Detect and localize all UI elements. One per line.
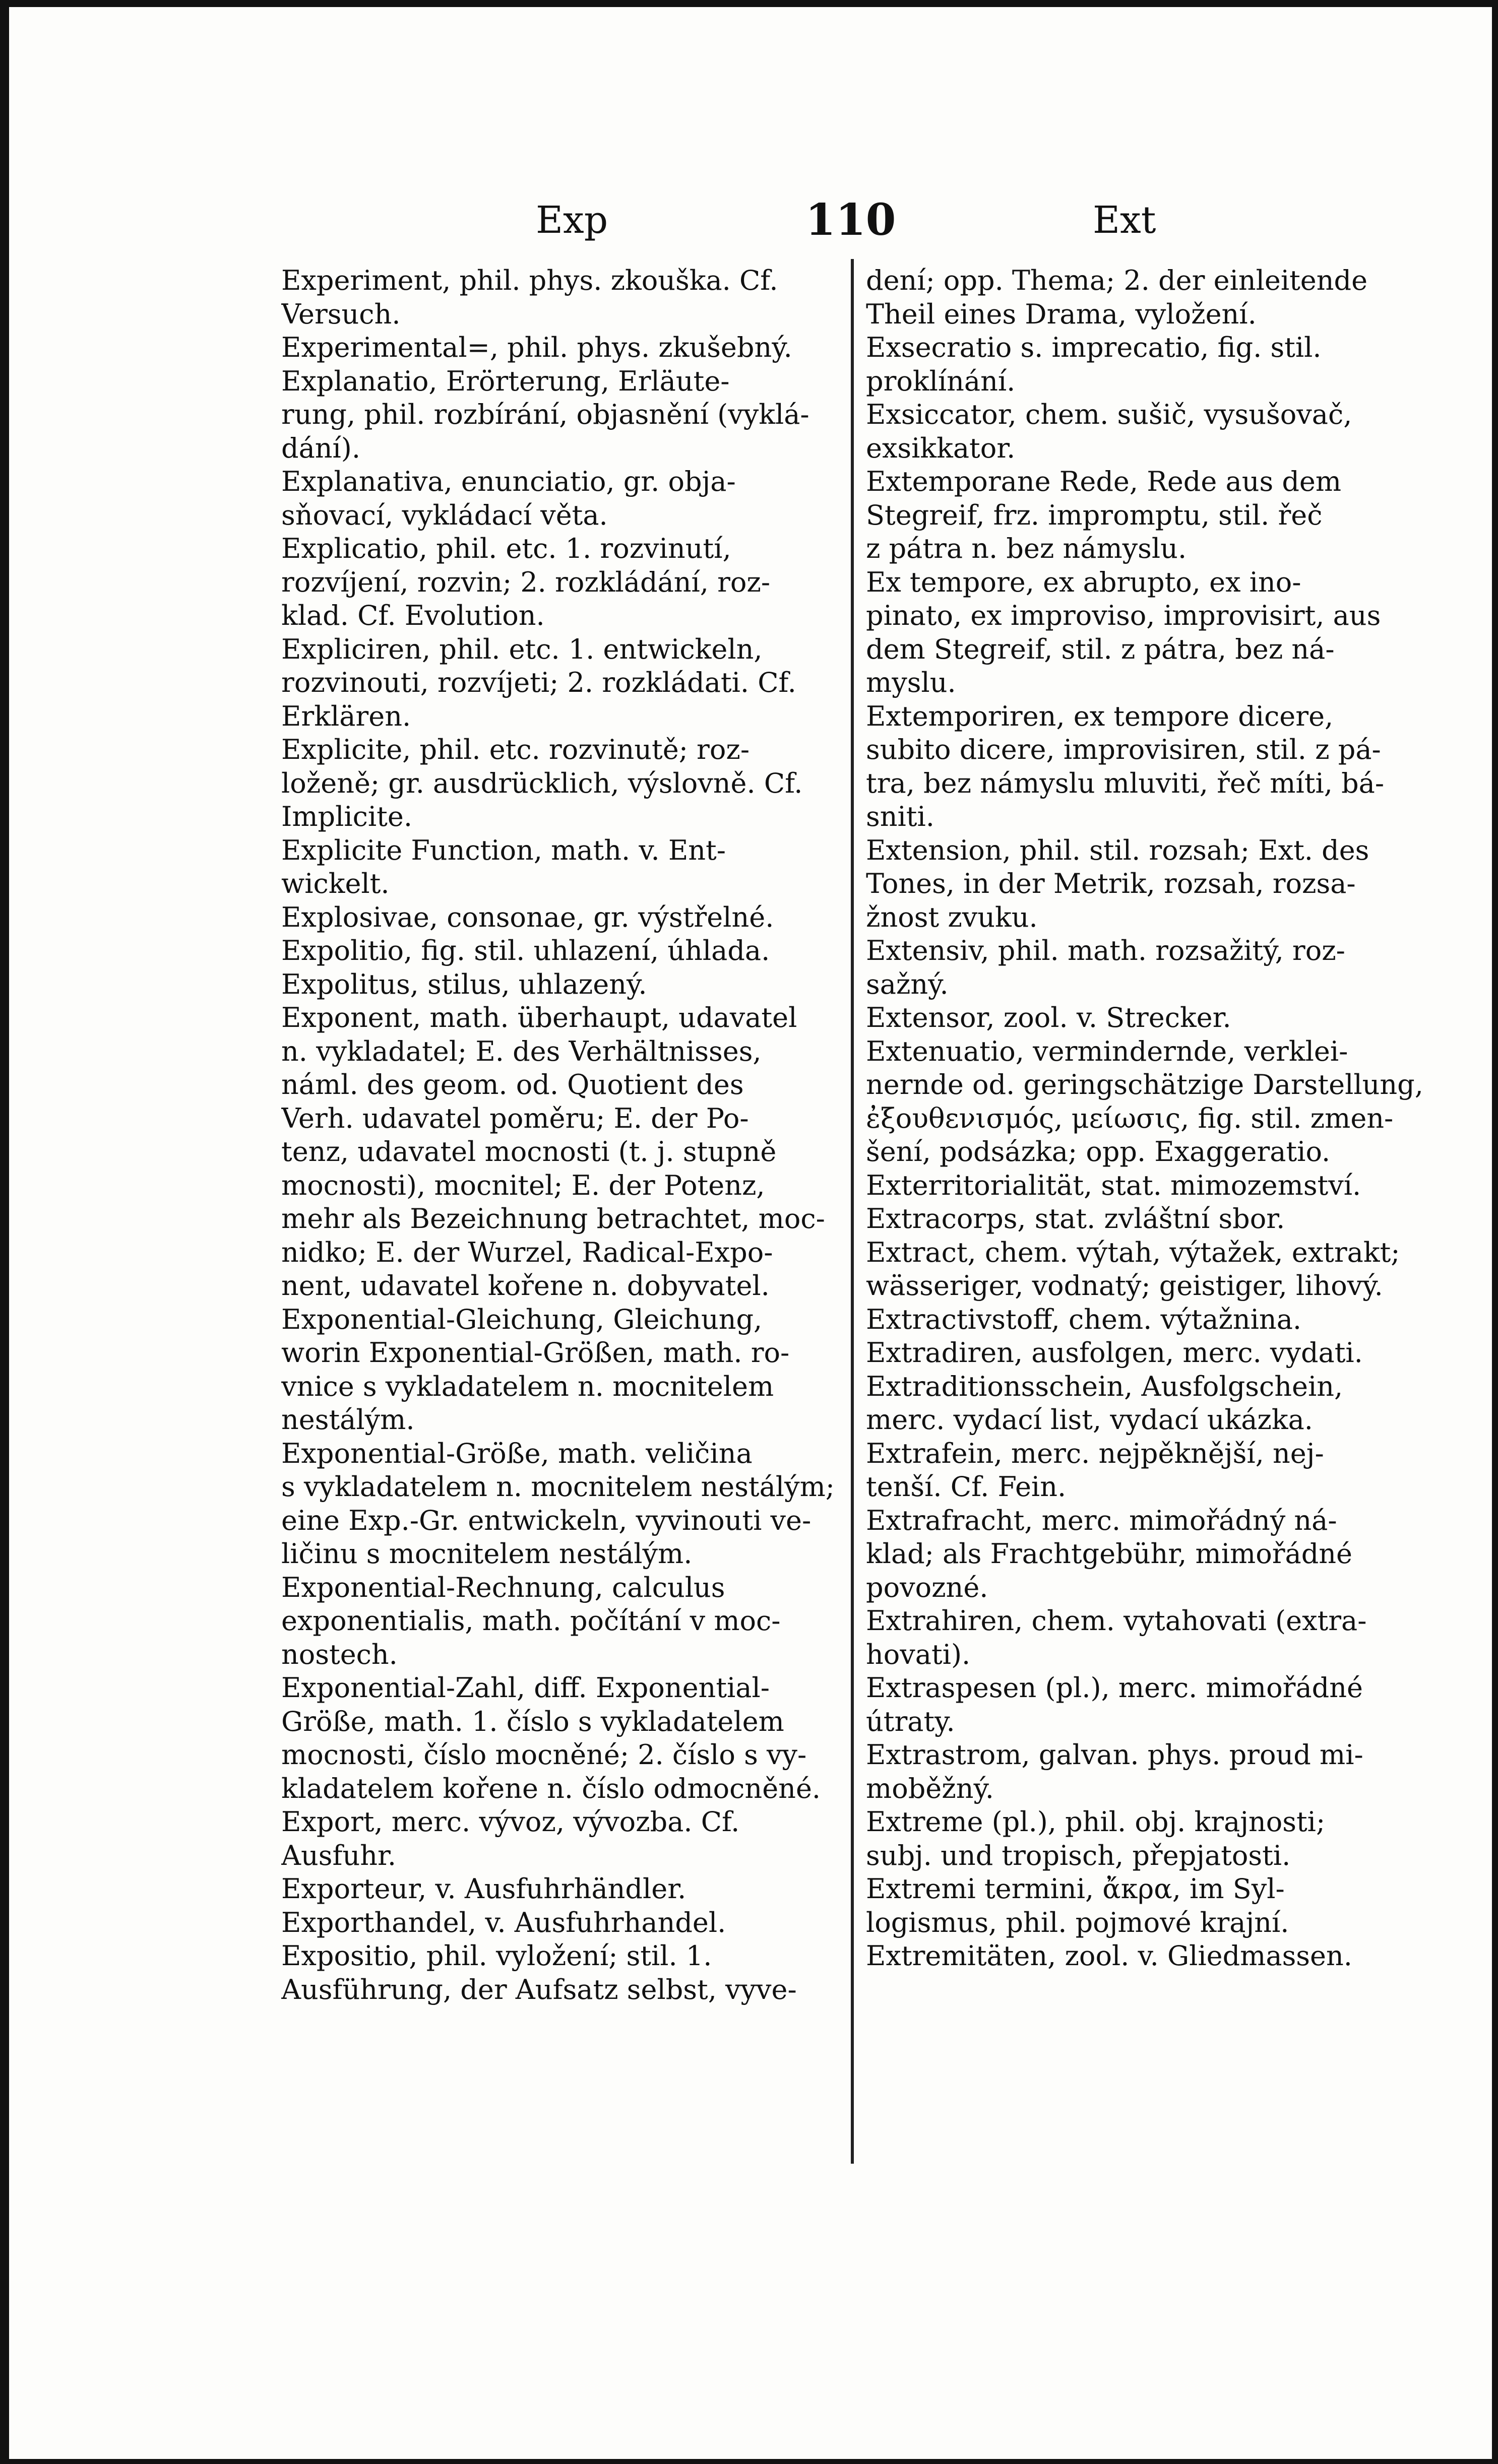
text-line: merc. vydací list, vydací ukázka. [866,1404,1313,1436]
left-guide-word: Exp [536,199,608,242]
text-line: Explicite Function, math. v. Ent- [281,834,726,866]
text-line: Ex tempore, ex abrupto, ex ino- [866,566,1301,598]
text-line: Erklären. [281,700,411,732]
text-line: sažný. [866,968,949,1000]
right-column [866,264,1435,1973]
text-line: Extremitäten, zool. v. Gliedmassen. [866,1940,1352,1972]
text-line: rung, phil. rozbírání, objasnění (vyklá- [281,399,809,430]
text-line: náml. des geom. od. Quotient des [281,1069,744,1100]
text-line: nostech. [281,1638,398,1670]
text-line: Extemporiren, ex tempore dicere, [866,700,1334,732]
text-line: žnost zvuku. [866,901,1038,933]
text-line: ἐξουθενισμός, μείωσις, fig. stil. zmen- [866,1102,1394,1134]
text-line: Experiment, phil. phys. zkouška. Cf. [281,265,778,296]
text-line: Extrastrom, galvan. phys. proud mi- [866,1739,1363,1771]
text-line: Extrafracht, merc. mimořádný ná- [866,1504,1337,1536]
text-line: Ausfuhr. [281,1839,397,1871]
text-line: Expolitus, stilus, uhlazený. [281,968,647,1000]
text-line: Explosivae, consonae, gr. výstřelné. [281,901,774,933]
text-line: Extremi termini, ἄκρα, im Syl- [866,1873,1285,1905]
text-line: Explanativa, enunciatio, gr. obja- [281,466,736,497]
text-line: Explicatio, phil. etc. 1. rozvinutí, [281,533,731,564]
text-line: Exponent, math. überhaupt, udavatel [281,1002,797,1033]
text-line: Ausführung, der Aufsatz selbst, vyve- [281,1973,797,2005]
text-line: Exterritorialität, stat. mimozemství. [866,1169,1361,1201]
text-line: tenz, udavatel mocnosti (t. j. stupně [281,1136,777,1168]
text-line: ličinu s mocnitelem nestálým. [281,1538,693,1570]
text-line: moběžný. [866,1772,994,1804]
text-line: Extraditionsschein, Ausfolgschein, [866,1370,1343,1402]
text-line: sniti. [866,801,934,832]
text-line: hovati). [866,1638,971,1670]
text-line: Extraspesen (pl.), merc. mimořádné [866,1672,1363,1704]
text-line: Exporteur, v. Ausfuhrhändler. [281,1873,686,1905]
page-number: 110 [805,194,896,245]
text-line: sňovací, vykládací věta. [281,499,608,531]
text-line: Versuch. [281,298,401,330]
text-line: Extradiren, ausfolgen, merc. vydati. [866,1337,1363,1369]
text-line: subito dicere, improvisiren, stil. z pá- [866,734,1381,765]
text-line: Exsiccator, chem. sušič, vysušovač, [866,399,1352,430]
text-line: eine Exp.-Gr. entwickeln, vyvinouti ve- [281,1504,812,1536]
text-line: Experimental=, phil. phys. zkušebný. [281,332,792,363]
text-line: Extrafein, merc. nejpěknější, nej- [866,1437,1324,1469]
text-line: worin Exponential-Größen, math. ro- [281,1337,790,1369]
text-line: Export, merc. vývoz, vývozba. Cf. [281,1806,740,1838]
text-line: Expliciren, phil. etc. 1. entwickeln, [281,633,763,665]
text-line: dení; opp. Thema; 2. der einleitende [866,265,1368,296]
text-line: Extrahiren, chem. vytahovati (extra- [866,1605,1367,1637]
text-line: mocnosti, číslo mocněné; 2. číslo s vy- [281,1739,807,1771]
text-line: proklínání. [866,365,1016,397]
text-line: útraty. [866,1705,955,1737]
text-line: wässeriger, vodnatý; geistiger, lihový. [866,1270,1383,1302]
text-line: Extreme (pl.), phil. obj. krajnosti; [866,1806,1326,1838]
text-line: tenší. Cf. Fein. [866,1471,1067,1503]
text-line: nidko; E. der Wurzel, Radical-Expo- [281,1236,773,1268]
text-line: s vykladatelem n. mocnitelem nestálým; [281,1471,835,1503]
text-line: rozvíjení, rozvin; 2. rozkládání, roz- [281,566,771,598]
text-line: Exporthandel, v. Ausfuhrhandel. [281,1906,726,1938]
text-line: pinato, ex improviso, improvisirt, aus [866,600,1381,631]
text-line: Tones, in der Metrik, rozsah, rozsa- [866,868,1356,899]
text-line: klad; als Frachtgebühr, mimořádné [866,1538,1353,1570]
text-line: Expolitio, fig. stil. uhlazení, úhlada. [281,935,770,966]
text-line: Theil eines Drama, vyložení. [866,298,1257,330]
text-line: Extenuatio, vermindernde, verklei- [866,1035,1348,1067]
text-line: nernde od. geringschätzige Darstellung, [866,1069,1423,1100]
text-line: logismus, phil. pojmové krajní. [866,1906,1289,1938]
text-line: myslu. [866,667,956,698]
text-line: Extract, chem. výtah, výtažek, extrakt; [866,1236,1400,1268]
text-line: Größe, math. 1. číslo s vykladatelem [281,1705,784,1737]
text-line: mehr als Bezeichnung betrachtet, moc- [281,1203,825,1235]
text-line: Extension, phil. stil. rozsah; Ext. des [866,834,1369,866]
text-line: Exponential-Größe, math. veličina [281,1437,753,1469]
text-line: šení, podsázka; opp. Exaggeratio. [866,1136,1331,1168]
right-guide-word: Ext [1093,199,1156,242]
text-line: z pátra n. bez námyslu. [866,533,1187,564]
text-line: rozvinouti, rozvíjeti; 2. rozkládati. Cf. [281,667,796,698]
text-line: Extensiv, phil. math. rozsažitý, roz- [866,935,1345,966]
text-line: vnice s vykladatelem n. mocnitelem [281,1370,774,1402]
page-header [9,188,1492,249]
text-line: subj. und tropisch, přepjatosti. [866,1839,1291,1871]
text-line: Explanatio, Erörterung, Erläute- [281,365,730,397]
left-column [281,264,840,2006]
text-line: loženě; gr. ausdrücklich, výslovně. Cf. [281,767,803,799]
text-line: dem Stegreif, stil. z pátra, bez ná- [866,633,1335,665]
text-line: Verh. udavatel poměru; E. der Po- [281,1102,749,1134]
column-divider [851,259,854,2164]
text-line: Extensor, zool. v. Strecker. [866,1002,1231,1033]
text-line: n. vykladatel; E. des Verhältnisses, [281,1035,762,1067]
text-line: Implicite. [281,801,412,832]
text-line: Exponential-Zahl, diff. Exponential- [281,1672,770,1704]
text-line: Exponential-Rechnung, calculus [281,1571,725,1603]
text-line: exsikkator. [866,432,1016,464]
text-line: klad. Cf. Evolution. [281,600,545,631]
text-line: Expositio, phil. vyložení; stil. 1. [281,1940,712,1972]
text-line: exponentialis, math. počítání v moc- [281,1605,781,1637]
text-line: Extractivstoff, chem. výtažnina. [866,1303,1302,1335]
text-line: povozné. [866,1571,988,1603]
text-line: tra, bez námyslu mluviti, řeč míti, bá- [866,767,1385,799]
text-line: dání). [281,432,361,464]
text-line: Exsecratio s. imprecatio, fig. stil. [866,332,1322,363]
dictionary-page [9,7,1492,2459]
text-line: nent, udavatel kořene n. dobyvatel. [281,1270,770,1302]
text-line: mocnosti), mocnitel; E. der Potenz, [281,1169,765,1201]
text-line: Extracorps, stat. zvláštní sbor. [866,1203,1285,1235]
text-line: Stegreif, frz. impromptu, stil. řeč [866,499,1323,531]
text-line: Explicite, phil. etc. rozvinutě; roz- [281,734,750,765]
text-line: Extemporane Rede, Rede aus dem [866,466,1342,497]
text-line: nestálým. [281,1404,415,1436]
text-line: wickelt. [281,868,390,899]
text-line: Exponential-Gleichung, Gleichung, [281,1303,763,1335]
text-line: kladatelem kořene n. číslo odmocněné. [281,1772,821,1804]
